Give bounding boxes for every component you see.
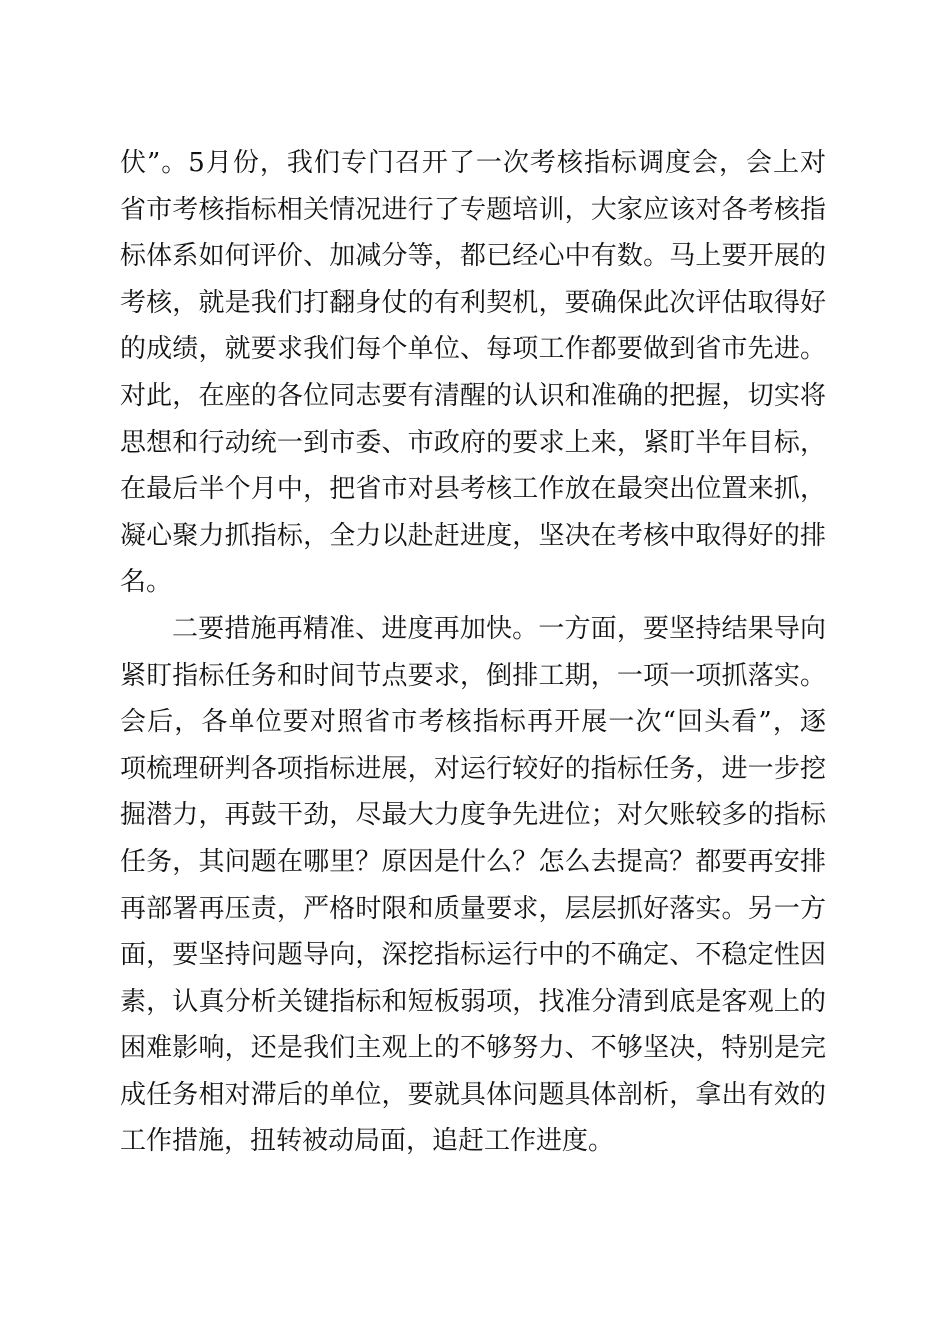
paragraph-2 (120, 606, 826, 1165)
text-line: 思想和行动统一到市委、市政府的要求上来，紧盯半年目标， (120, 427, 826, 458)
text-line: 考核，就是我们打翻身仗的有利契机，要确保此次评估取得好 (120, 287, 826, 318)
text-line: 困难影响，还是我们主观上的不够努力、不够坚决，特别是完 (120, 1033, 826, 1064)
document-body (120, 140, 826, 1165)
text-line: 凝心聚力抓指标，全力以赴赶进度，坚决在考核中取得好的排 (120, 520, 826, 551)
text-line: 紧盯指标任务和时间节点要求，倒排工期，一项一项抓落实。 (120, 660, 826, 691)
paragraph-1 (120, 140, 826, 606)
text-line: 对此，在座的各位同志要有清醒的认识和准确的把握，切实将 (120, 380, 826, 411)
text-line: 成任务相对滞后的单位，要就具体问题具体剖析，拿出有效的 (120, 1079, 826, 1110)
text-line: 素，认真分析关键指标和短板弱项，找准分清到底是客观上的 (120, 986, 826, 1017)
text-line: 会后，各单位要对照省市考核指标再开展一次“回头看”，逐 (120, 707, 826, 738)
text-line: 省市考核指标相关情况进行了专题培训，大家应该对各考核指 (120, 194, 826, 225)
text-line: 任务，其问题在哪里？原因是什么？怎么去提高？都要再安排 (120, 846, 826, 877)
text-line: 项梳理研判各项指标进展，对运行较好的指标任务，进一步挖 (120, 753, 826, 784)
text-line: 掘潜力，再鼓干劲，尽最大力度争先进位；对欠账较多的指标 (120, 800, 826, 831)
text-line: 二要措施再精准、进度再加快。一方面，要坚持结果导向 (172, 613, 826, 644)
text-line: 标体系如何评价、加减分等，都已经心中有数。马上要开展的 (120, 241, 826, 272)
text-line: 伏”。5月份，我们专门召开了一次考核指标调度会，会上对 (120, 148, 826, 178)
text-line: 再部署再压责，严格时限和质量要求，层层抓好落实。另一方 (120, 893, 826, 924)
text-line: 的成绩，就要求我们每个单位、每项工作都要做到省市先进。 (120, 334, 826, 365)
text-line: 名。 (120, 567, 173, 598)
text-line: 面，要坚持问题导向，深挖指标运行中的不确定、不稳定性因 (120, 940, 826, 971)
text-line: 在最后半个月中，把省市对县考核工作放在最突出位置来抓， (120, 474, 826, 505)
text-line: 工作措施，扭转被动局面，追赶工作进度。 (120, 1126, 615, 1157)
